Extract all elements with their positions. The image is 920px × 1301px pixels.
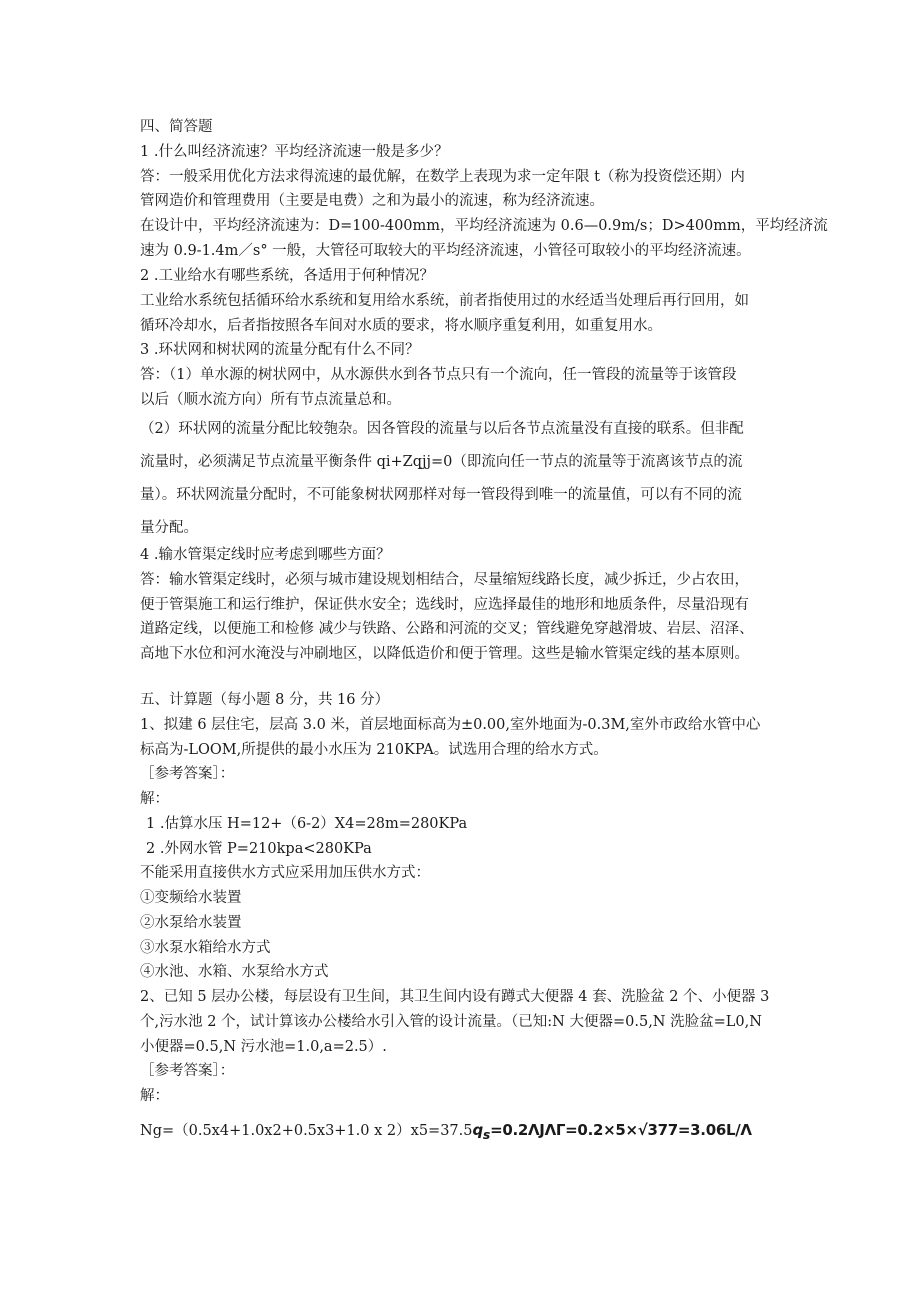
question-3-title: 3 .环状网和树状网的流量分配有什么不同？ (140, 342, 420, 358)
answer-line: 高地下水位和河水淹没与冲刷地区，以降低造价和便于管理。这些是输水管渠定线的基本原则。 (140, 646, 749, 662)
solution-label: 解： (140, 791, 169, 807)
answer-line: 以后（顺水流方向）所有节点流量总和。 (140, 392, 401, 408)
solution-step: ④水池、水箱、水泵给水方式 (140, 964, 329, 980)
answer-line: 答：一般采用优化方法求得流速的最优解，在数学上表现为求一定年限 t（称为投资偿还期）内 (140, 169, 745, 185)
problem-2-line: 个,污水池 2 个，试计算该办公楼给水引入管的设计流量。（已知:N 大便器=0.5,N 洗脸盆=L0,N (140, 1014, 762, 1030)
solution-step: 不能采用直接供水方式应采用加压供水方式： (140, 865, 430, 881)
answer-line: 流量时，必须满足节点流量平衡条件 qi+Zqjj=0（即流向任一节点的流量等于流离该节点的流 (140, 454, 743, 470)
section-4-heading: 四、简答题 (140, 119, 213, 135)
answer-line: 循环冷却水，后者指按照各车间对水质的要求，将水顺序重复利用，如重复用水。 (140, 318, 662, 334)
problem-2-line: 小便器=0.5,N 污水池=1.0,a=2.5）. (140, 1039, 387, 1055)
answer-line: 速为 0.9-1.4m／s° 一般，大管径可取较大的平均经济流速，小管径可取较小的平均经济流速。 (140, 243, 751, 259)
solution-step: ②水泵给水装置 (140, 915, 242, 931)
solution-step: 2 .外网水管 P=210kpa<280KPa (146, 841, 372, 857)
section-5-heading: 五、计算题（每小题 8 分，共 16 分） (140, 692, 390, 708)
question-2-title: 2 .工业给水有哪些系统，各适用于何种情况？ (140, 268, 434, 284)
answer-line: （2）环状网的流量分配比较匏杂。因各管段的流量与以后各节点流量没有直接的联系。但非配 (140, 421, 744, 437)
formula-result: =0.2ΛJΛΓ=0.2×5×√377=3.06L/Λ (490, 1121, 752, 1139)
answer-line: 道路定线，以便施工和检修 减少与铁路、公路和河流的交叉；管线避免穿越滑坡、岩层、沼泽、 (140, 621, 754, 637)
formula-s-subscript: s (482, 1127, 491, 1142)
reference-answer-label: ［参考答案］： (140, 1063, 235, 1079)
answer-line: 量）。环状网流量分配时，不可能象树状网那样对每一管段得到唯一的流量值，可以有不同的流 (140, 487, 742, 503)
problem-1-line: 标高为-LOOM,所提供的最小水压为 210KPA。试选用合理的给水方式。 (140, 742, 608, 758)
flow-formula (140, 1121, 752, 1144)
question-1-title: 1 .什么叫经济流速？平均经济流速一般是多少？ (140, 144, 449, 160)
solution-step: ①变频给水装置 (140, 890, 242, 906)
answer-line: 在设计中，平均经济流速为：D=100-400mm，平均经济流速为 0.6—0.9m/s；D>400mm，平均经济流 (140, 218, 828, 234)
solution-step: ③水泵水箱给水方式 (140, 940, 271, 956)
reference-answer-label: ［参考答案］： (140, 766, 235, 782)
formula-ng: Ng=（0.5x4+1.0x2+0.5x3+1.0 x 2）x5=37.5 (140, 1123, 473, 1139)
solution-label: 解： (140, 1088, 169, 1104)
solution-step: 1 .估算水压 H=12+（6-2）X4=28m=280KPa (146, 816, 468, 832)
formula-q-symbol: q (472, 1121, 483, 1139)
answer-line: 便于管渠施工和运行维护，保证供水安全；选线时，应选择最佳的地形和地质条件，尽量沿现有 (140, 597, 749, 613)
answer-line: 答：输水管渠定线时，必须与城市建设规划相结合，尽量缩短线路长度，减少拆迁，少占农田， (140, 572, 749, 588)
answer-line: 量分配。 (140, 520, 198, 536)
formula-flow (472, 1121, 752, 1142)
answer-line: 答：（1）单水源的树状网中，从水源供水到各节点只有一个流向，任一管段的流量等于该管段 (140, 367, 737, 383)
problem-1-line: 1、拟建 6 层住宅，层高 3.0 米，首层地面标高为±0.00,室外地面为-0.3M,室外市政给水管中心 (140, 717, 761, 733)
question-4-title: 4 .输水管渠定线时应考虑到哪些方面？ (140, 547, 391, 563)
answer-line: 工业给水系统包括循环给水系统和复用给水系统，前者指使用过的水经适当处理后再行回用，如 (140, 293, 749, 309)
problem-2-line: 2、已知 5 层办公楼，每层设有卫生间，其卫生间内设有蹲式大便器 4 套、洗脸盆 2 个、小便器 3 (140, 989, 770, 1005)
answer-line: 管网造价和管理费用（主要是电费）之和为最小的流速，称为经济流速。 (140, 193, 604, 209)
